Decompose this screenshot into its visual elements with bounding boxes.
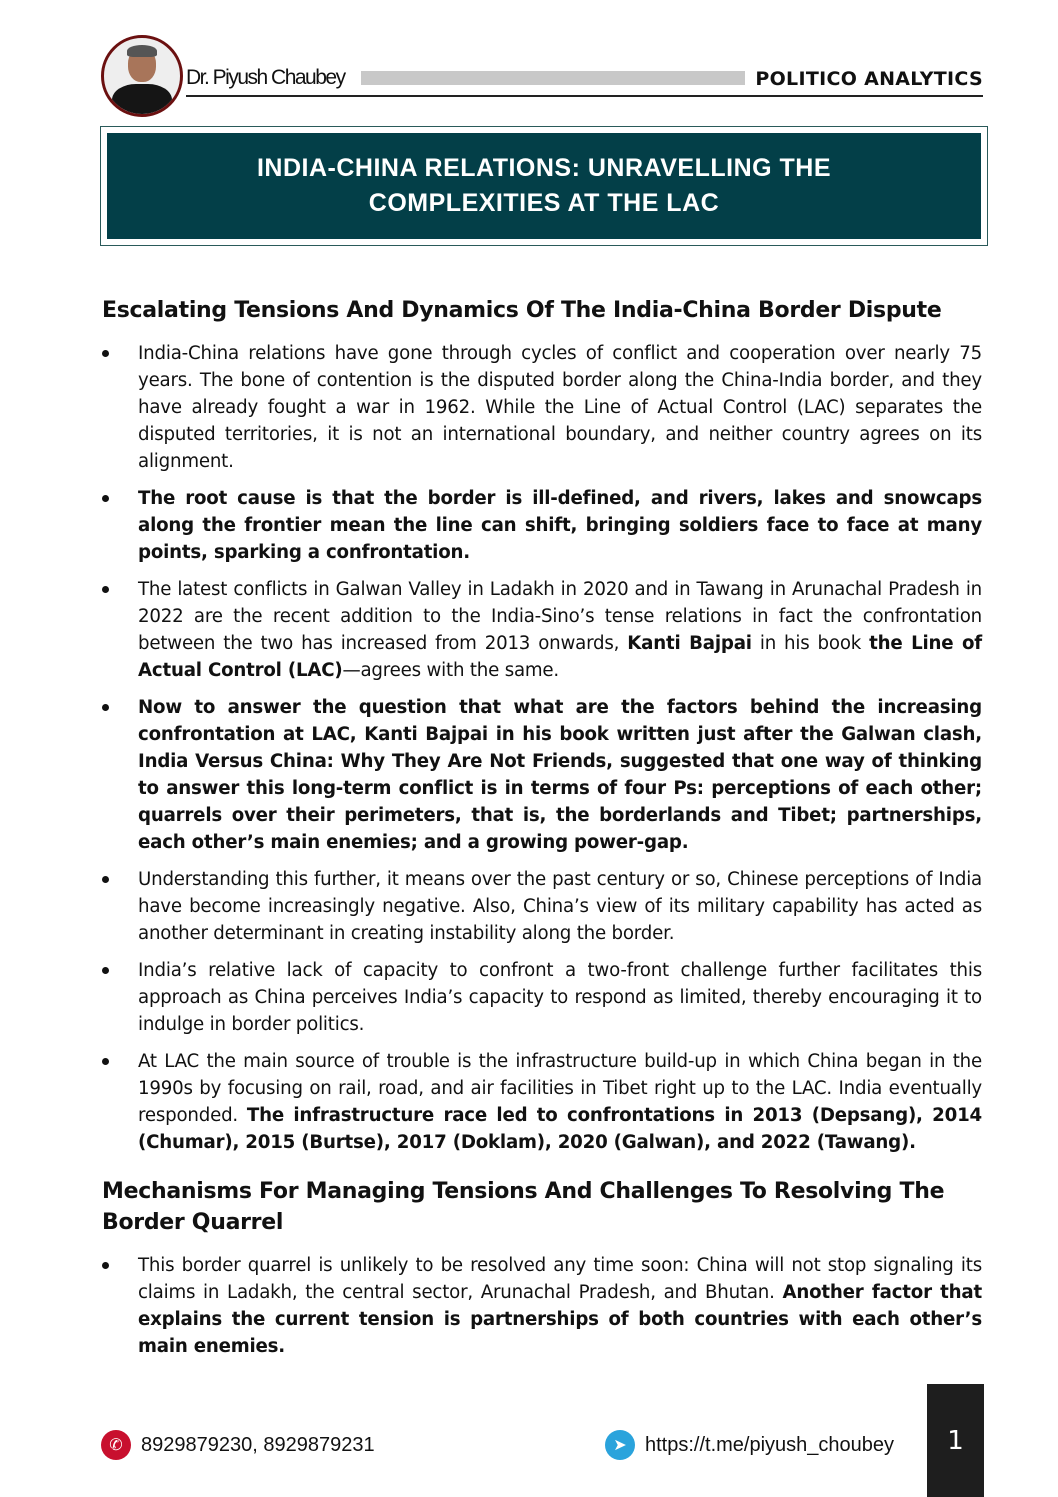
- telegram-icon: ➤: [605, 1430, 635, 1460]
- section-heading: Mechanisms For Managing Tensions And Challenges To Resolving The Border Quarrel: [102, 1179, 945, 1235]
- title-line-2: COMPLEXITIES AT THE LAC: [368, 189, 720, 217]
- author-name: Dr. Piyush Chaubey: [186, 66, 345, 89]
- header-bar: [361, 71, 745, 85]
- bullet-list: [102, 340, 982, 1156]
- text: This border quarrel is unlikely to be resolved any time soon: China will not stop signaling its claims in Ladakh, the central sector, Arunachal Pradesh, and Bhutan.: [138, 1255, 982, 1303]
- section-heading: Escalating Tensions And Dynamics Of The India-China Border Dispute: [102, 298, 942, 323]
- text: The latest conflicts in Galwan Valley in Ladakh in 2020 and in Tawang in Arunachal Pradesh in 2022 are the recent addition to the India-Sino’s tense relations in fact the confrontation between the two has increased from 2013 onwards,: [138, 579, 982, 654]
- bold-text: the Line of Actual Control (LAC): [138, 633, 982, 681]
- list-item: [102, 1048, 982, 1156]
- title-line-1: INDIA-CHINA RELATIONS: UNRAVELLING THE: [256, 154, 832, 182]
- footer-phone: [101, 1430, 375, 1460]
- bold-text: The infrastructure race led to confrontations in 2013 (Depsang), 2014 (Chumar), 2015 (Burtse), 2017 (Doklam), 2020 (Galwan), and 2022 (Tawang).: [138, 1105, 982, 1153]
- text: in his book: [751, 633, 870, 654]
- article-body: [102, 295, 982, 1380]
- bold-text: The root cause is that the border is ill-defined, and rivers, lakes and snowcaps along the frontier mean the line can shift, bringing soldiers face to face at many points, sparking a confrontation.: [138, 488, 982, 563]
- bold-text: Now to answer the question that what are the factors behind the increasing confrontation at LAC, Kanti Bajpai in his book written just after the Galwan clash, India Versus China: Why They Are Not Friends, suggested that one way of thinking to answer this long-term conflict is in terms of four Ps: perceptions of each other; quarrels over their perimeters, that is, the borderlands and Tibet; partnerships, each other’s main enemies; and a growing power-gap.: [138, 697, 982, 853]
- footer-telegram: [605, 1430, 894, 1460]
- page-number: 1: [927, 1384, 984, 1497]
- phone-numbers: 8929879230, 8929879231: [141, 1433, 375, 1456]
- author-avatar: [101, 35, 183, 117]
- list-item: [102, 576, 982, 684]
- phone-icon: ✆: [101, 1430, 131, 1460]
- text: —agrees with the same.: [342, 660, 559, 681]
- bold-text: Another factor that explains the current tension is partnerships of both countries with each other’s main enemies.: [138, 1282, 982, 1357]
- text: Understanding this further, it means over the past century or so, Chinese perceptions of India have become increasingly negative. Also, China’s view of its military capability has acted as another determinant in creating instability along the border.: [138, 869, 982, 944]
- telegram-link[interactable]: https://t.me/piyush_choubey: [645, 1433, 895, 1456]
- list-item: [102, 694, 982, 856]
- list-item: [102, 340, 982, 475]
- text: India-China relations have gone through cycles of conflict and cooperation over nearly 75 years. The bone of contention is the disputed border along the China-India border, and they have already fought a war in 1962. While the Line of Actual Control (LAC) separates the disputed territories, it is not an international boundary, and neither country agrees on its alignment.: [138, 343, 982, 472]
- text: At LAC the main source of trouble is the infrastructure build-up in which China began in the 1990s by focusing on rail, road, and air facilities in Tibet right up to the LAC. India eventually responded.: [138, 1051, 982, 1126]
- text: India’s relative lack of capacity to confront a two-front challenge further facilitates this approach as China perceives India’s capacity to respond as limited, thereby encouraging it to indulge in border politics.: [138, 960, 982, 1035]
- list-item: [102, 866, 982, 947]
- bold-text: Kanti Bajpai: [627, 633, 752, 654]
- list-item: [102, 957, 982, 1038]
- list-item: [102, 485, 982, 566]
- title-banner: [100, 126, 988, 246]
- bullet-list: [102, 1252, 982, 1360]
- header-rule: [186, 95, 983, 97]
- list-item: [102, 1252, 982, 1360]
- brand-name: POLITICO ANALYTICS: [755, 68, 983, 90]
